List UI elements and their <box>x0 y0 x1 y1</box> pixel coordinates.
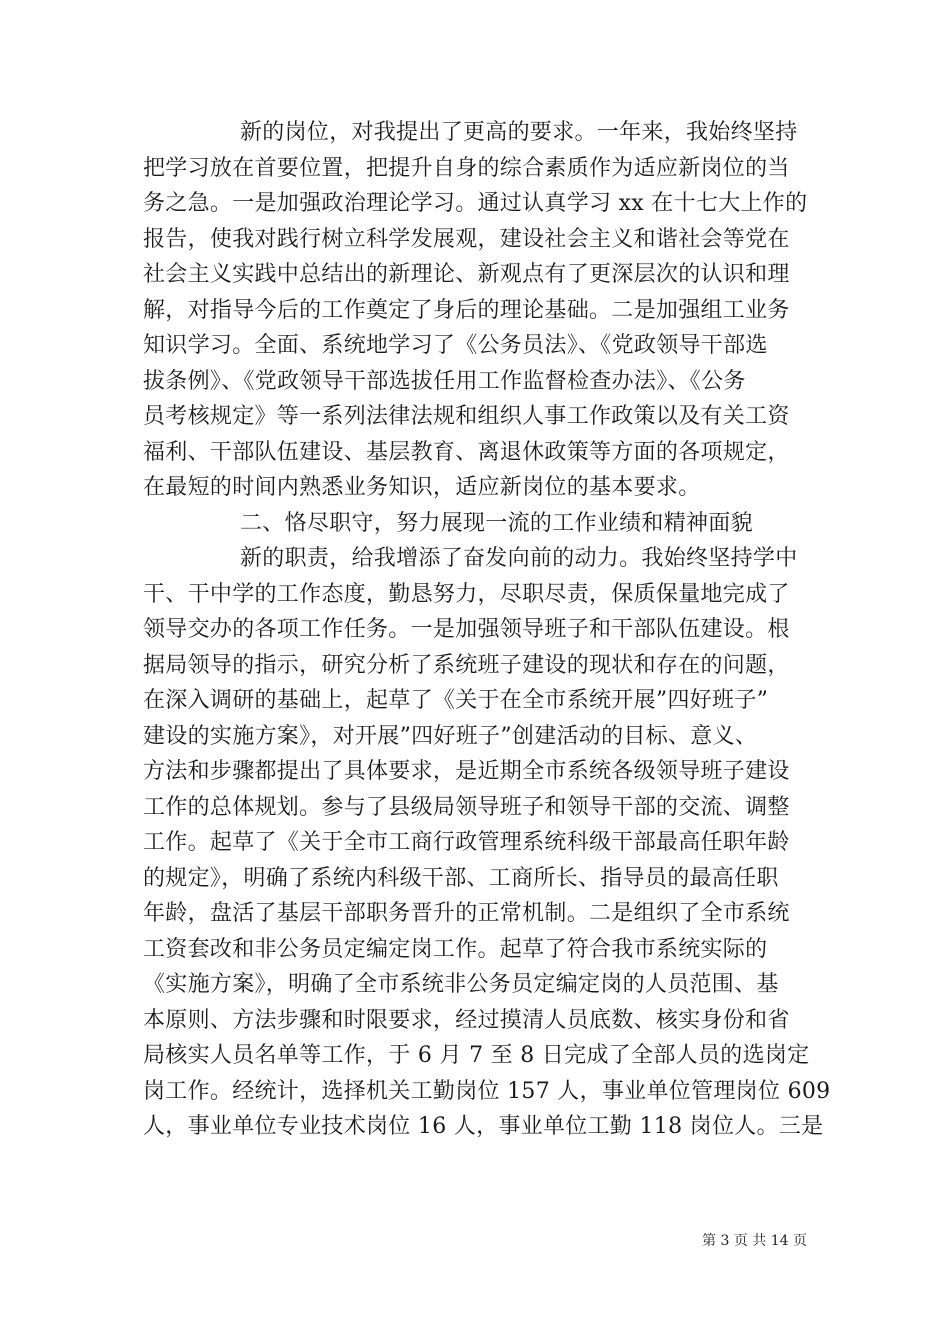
paragraph-line: 工资套改和非公务员定编定岗工作。起草了符合我市系统实际的 <box>143 936 768 962</box>
paragraph-line: 务之急。一是加强政治理论学习。通过认真学习 xx 在十七大上作的 <box>143 191 808 216</box>
paragraph-line: 《实施方案》，明确了全市系统非公务员定编定岗的人员范围、基 <box>143 972 779 997</box>
section-heading: 二、恪尽职守，努力展现一流的工作业绩和精神面貌 <box>240 510 753 536</box>
paragraph-line: 本原则、方法步骤和时限要求，经过摸清人员底数、核实身份和省 <box>143 1007 790 1033</box>
paragraph-line: 福利、干部队伍建设、基层教育、离退休政策等方面的各项规定， <box>143 439 790 465</box>
paragraph-line: 新的岗位，对我提出了更高的要求。一年来，我始终坚持 <box>240 120 798 145</box>
paragraph-line: 人，事业单位专业技术岗位 16 人，事业单位工勤 118 岗位人。三是 <box>143 1114 824 1139</box>
paragraph-line: 年龄，盘活了基层干部职务晋升的正常机制。二是组织了全市系统 <box>143 901 790 926</box>
paragraph-line: 知识学习。全面、系统地学习了《公务员法》、《党政领导干部选 <box>143 333 768 358</box>
paragraph-line: 拔条例》、《党政领导干部选拔任用工作监督检查办法》、《公务 <box>143 368 746 394</box>
paragraph-line: 社会主义实践中总结出的新理论、新观点有了更深层次的认识和理 <box>143 262 790 287</box>
paragraph-line: 工作的总体规划。参与了县级局领导班子和领导干部的交流、调整 <box>143 794 790 820</box>
paragraph-line: 在最短的时间内熟悉业务知识，适应新岗位的基本要求。 <box>143 475 701 500</box>
paragraph-line: 在深入调研的基础上，起草了《关于在全市系统开展”四好班子” <box>143 688 769 713</box>
paragraph-line: 员考核规定》等一系列法律法规和组织人事工作政策以及有关工资 <box>143 404 790 429</box>
paragraph-line: 干、干中学的工作态度，勤恳努力，尽职尽责，保质保量地完成了 <box>143 581 790 607</box>
page-number-footer: 第 3 页 共 14 页 <box>702 1233 807 1249</box>
paragraph-line: 的规定》，明确了系统内科级干部、工商所长、指导员的最高任职 <box>143 865 779 891</box>
paragraph-line: 据局领导的指示，研究分析了系统班子建设的现状和存在的问题， <box>143 652 790 678</box>
paragraph-line: 报告，使我对践行树立科学发展观，建设社会主义和谐社会等党在 <box>143 226 790 252</box>
paragraph-line: 建设的实施方案》，对开展”四好班子”创建活动的目标、意义、 <box>143 723 758 749</box>
paragraph-line: 新的职责，给我增添了奋发向前的动力。我始终坚持学中 <box>240 546 798 571</box>
paragraph-line: 解，对指导今后的工作奠定了身后的理论基础。二是加强组工业务 <box>143 297 790 323</box>
paragraph-line: 方法和步骤都提出了具体要求，是近期全市系统各级领导班子建设 <box>143 759 790 784</box>
paragraph-line: 局核实人员名单等工作，于 6 月 7 至 8 日完成了全部人员的选岗定 <box>143 1043 810 1068</box>
paragraph-line: 工作。起草了《关于全市工商行政管理系统科级干部最高任职年龄 <box>143 830 790 855</box>
paragraph-line: 岗工作。经统计，选择机关工勤岗位 157 人，事业单位管理岗位 609 <box>143 1078 831 1104</box>
paragraph-line: 领导交办的各项工作任务。一是加强领导班子和干部队伍建设。根 <box>143 617 790 642</box>
body-text <box>143 115 831 1145</box>
paragraph-line: 把学习放在首要位置，把提升自身的综合素质作为适应新岗位的当 <box>143 155 790 181</box>
